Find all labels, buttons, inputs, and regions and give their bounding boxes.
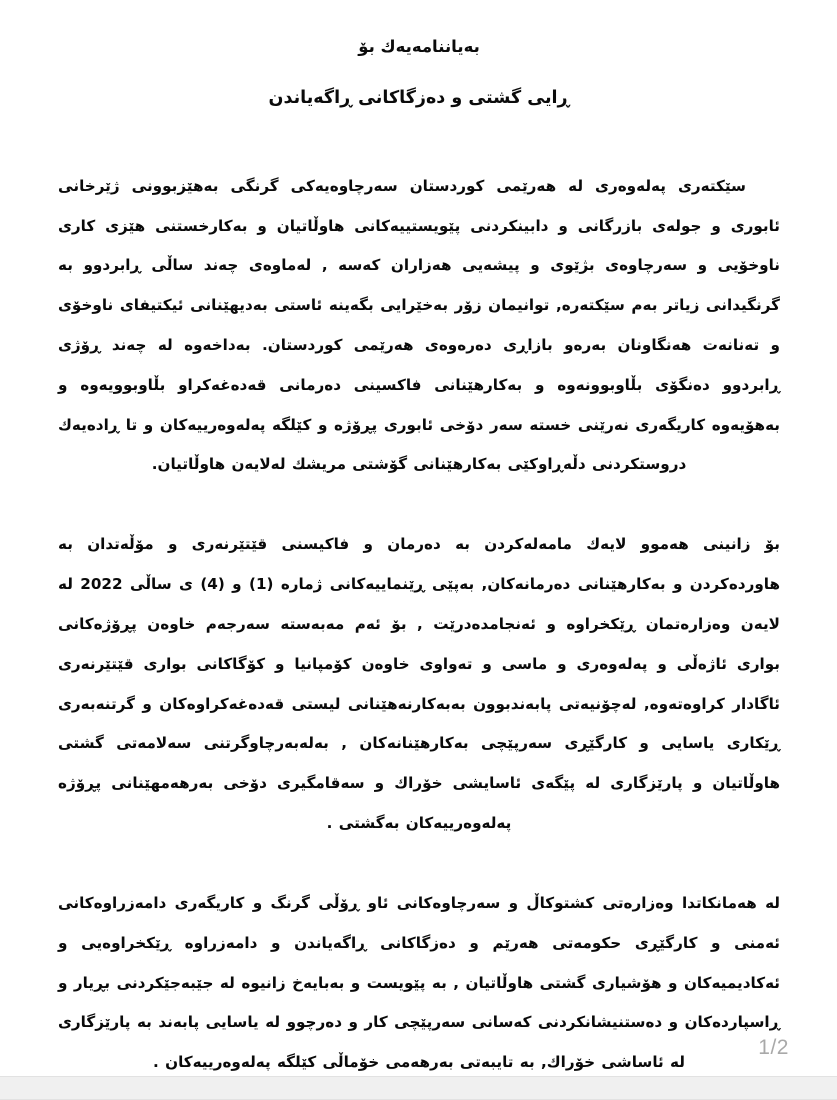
body-paragraph-1: سێکتەری پەلەوەری لە هەرێمی کوردستان سەرچاوەیەکی گرنگی بەهێزبوونی ژێرخانی ئابوری و جولەی بازرگانی و دابینکردنی پێویستییەکانی هاوڵاتیان و بەکارخستنی هێزی کاری ناوخۆیی و سەرچاوەی بژێوی و پیشەیی هەزاران کەسە , لەماوەی چەند ساڵی ڕابردوو بە گرنگیدانی زیاتر بەم سێکتەرە, توانیمان زۆر بەخێرایی بگەینە ئاستی بەدیهێنانی ئیکتیفای ناوخۆی و تەنانەت هەنگاونان بەرەو بازاڕی دەرەوەی هەرێمی کوردستان. بەداخەوە لە چەند ڕۆژی ڕابردوو دەنگۆی بڵاوبوونەوە و بەکارهێنانی فاکسینی دەرمانی قەدەغەکراو بڵاوبوویەوە و بەهۆیەوە کاریگەری نەرێنی خستە سەر دۆخی ئابوری پڕۆژە و کێلگە پەلەوەرییەکان و تا ڕادەیەك دروستکردنی دڵەڕاوکێی بەکارهێنانی گۆشتی مریشك لەلایەن هاوڵاتیان. bbox=[58, 176, 780, 474]
document-title-block bbox=[58, 0, 780, 112]
document-content bbox=[58, 0, 780, 1076]
body-paragraph-3: لە هەمانکاتدا وەزارەتی کشتوکاڵ و سەرچاوەکانی ئاو ڕۆڵی گرنگ و کاریگەری دامەزراوەکانی ئەمنی و کارگێڕی حکومەتی هەرێم و دەزگاکانی ڕاگەیاندن و دامەزراوە ڕێکخراوەیی و ئەکادیمیەکان و هۆشیاری گشتی هاوڵاتیان , بە پێویست و بەبایەخ زانیوە لە جێبەجێکردنی بڕیار و ڕاسپاردەکان و دەستنیشانکردنی کەسانی سەرپێچی کار و دەرچوو لە یاسایی پابەند بە پارێزگاری لە ئاساشی خۆراك, بە تایبەتی بەرهەمی خۆماڵی کێلگە پەلەوەرییەکان . bbox=[58, 893, 780, 1072]
document-body bbox=[58, 167, 780, 1083]
page-indicator-label: 1/2 bbox=[758, 1036, 789, 1059]
page-title-line-2: ڕایی گشتی و دەزگاکانی ڕاگەیاندن bbox=[268, 87, 570, 108]
page-title-line-1: بەیاننامەیەك بۆ bbox=[358, 37, 480, 56]
viewer-bottom-strip bbox=[0, 1076, 837, 1100]
body-paragraph-2: بۆ زانینی هەموو لایەك مامەلەکردن بە دەرمان و فاکیسنی قێتێرنەری و مۆڵەتدان بە هاوردەکردن و بەکارهێنانی دەرمانەکان, بەپێی ڕێنماییەکانی ژمارە (1) و (4) ی ساڵی 2022 لە لایەن وەزارەتمان ڕێکخراوە و ئەنجامدەدرێت , بۆ ئەم مەبەستە سەرجەم خاوەن پڕۆژەکانی بواری ئاژەڵی و پەلەوەری و ماسی و تەواوی خاوەن کۆمپانیا و کۆگاکانی بواری قێتێرنەری ئاگادار کراوەتەوە, لەچۆنیەتی پابەندبوون بەبەکارنەهێنانی لیستی قەدەغەکراوەکان و گرتنەبەری ڕێکاری یاسایی و کارگێڕی سەرپێچی بەکارهێنانەکان , بەلەبەرچاوگرتنی سەلامەتی گشتی هاوڵاتیان و پارێزگاری لە پێگەی ئاسایشی خۆراك و سەقامگیری دۆخی بەرهەمهێنانی پڕۆژە پەلەوەرییەکان بەگشتی . bbox=[58, 535, 781, 833]
